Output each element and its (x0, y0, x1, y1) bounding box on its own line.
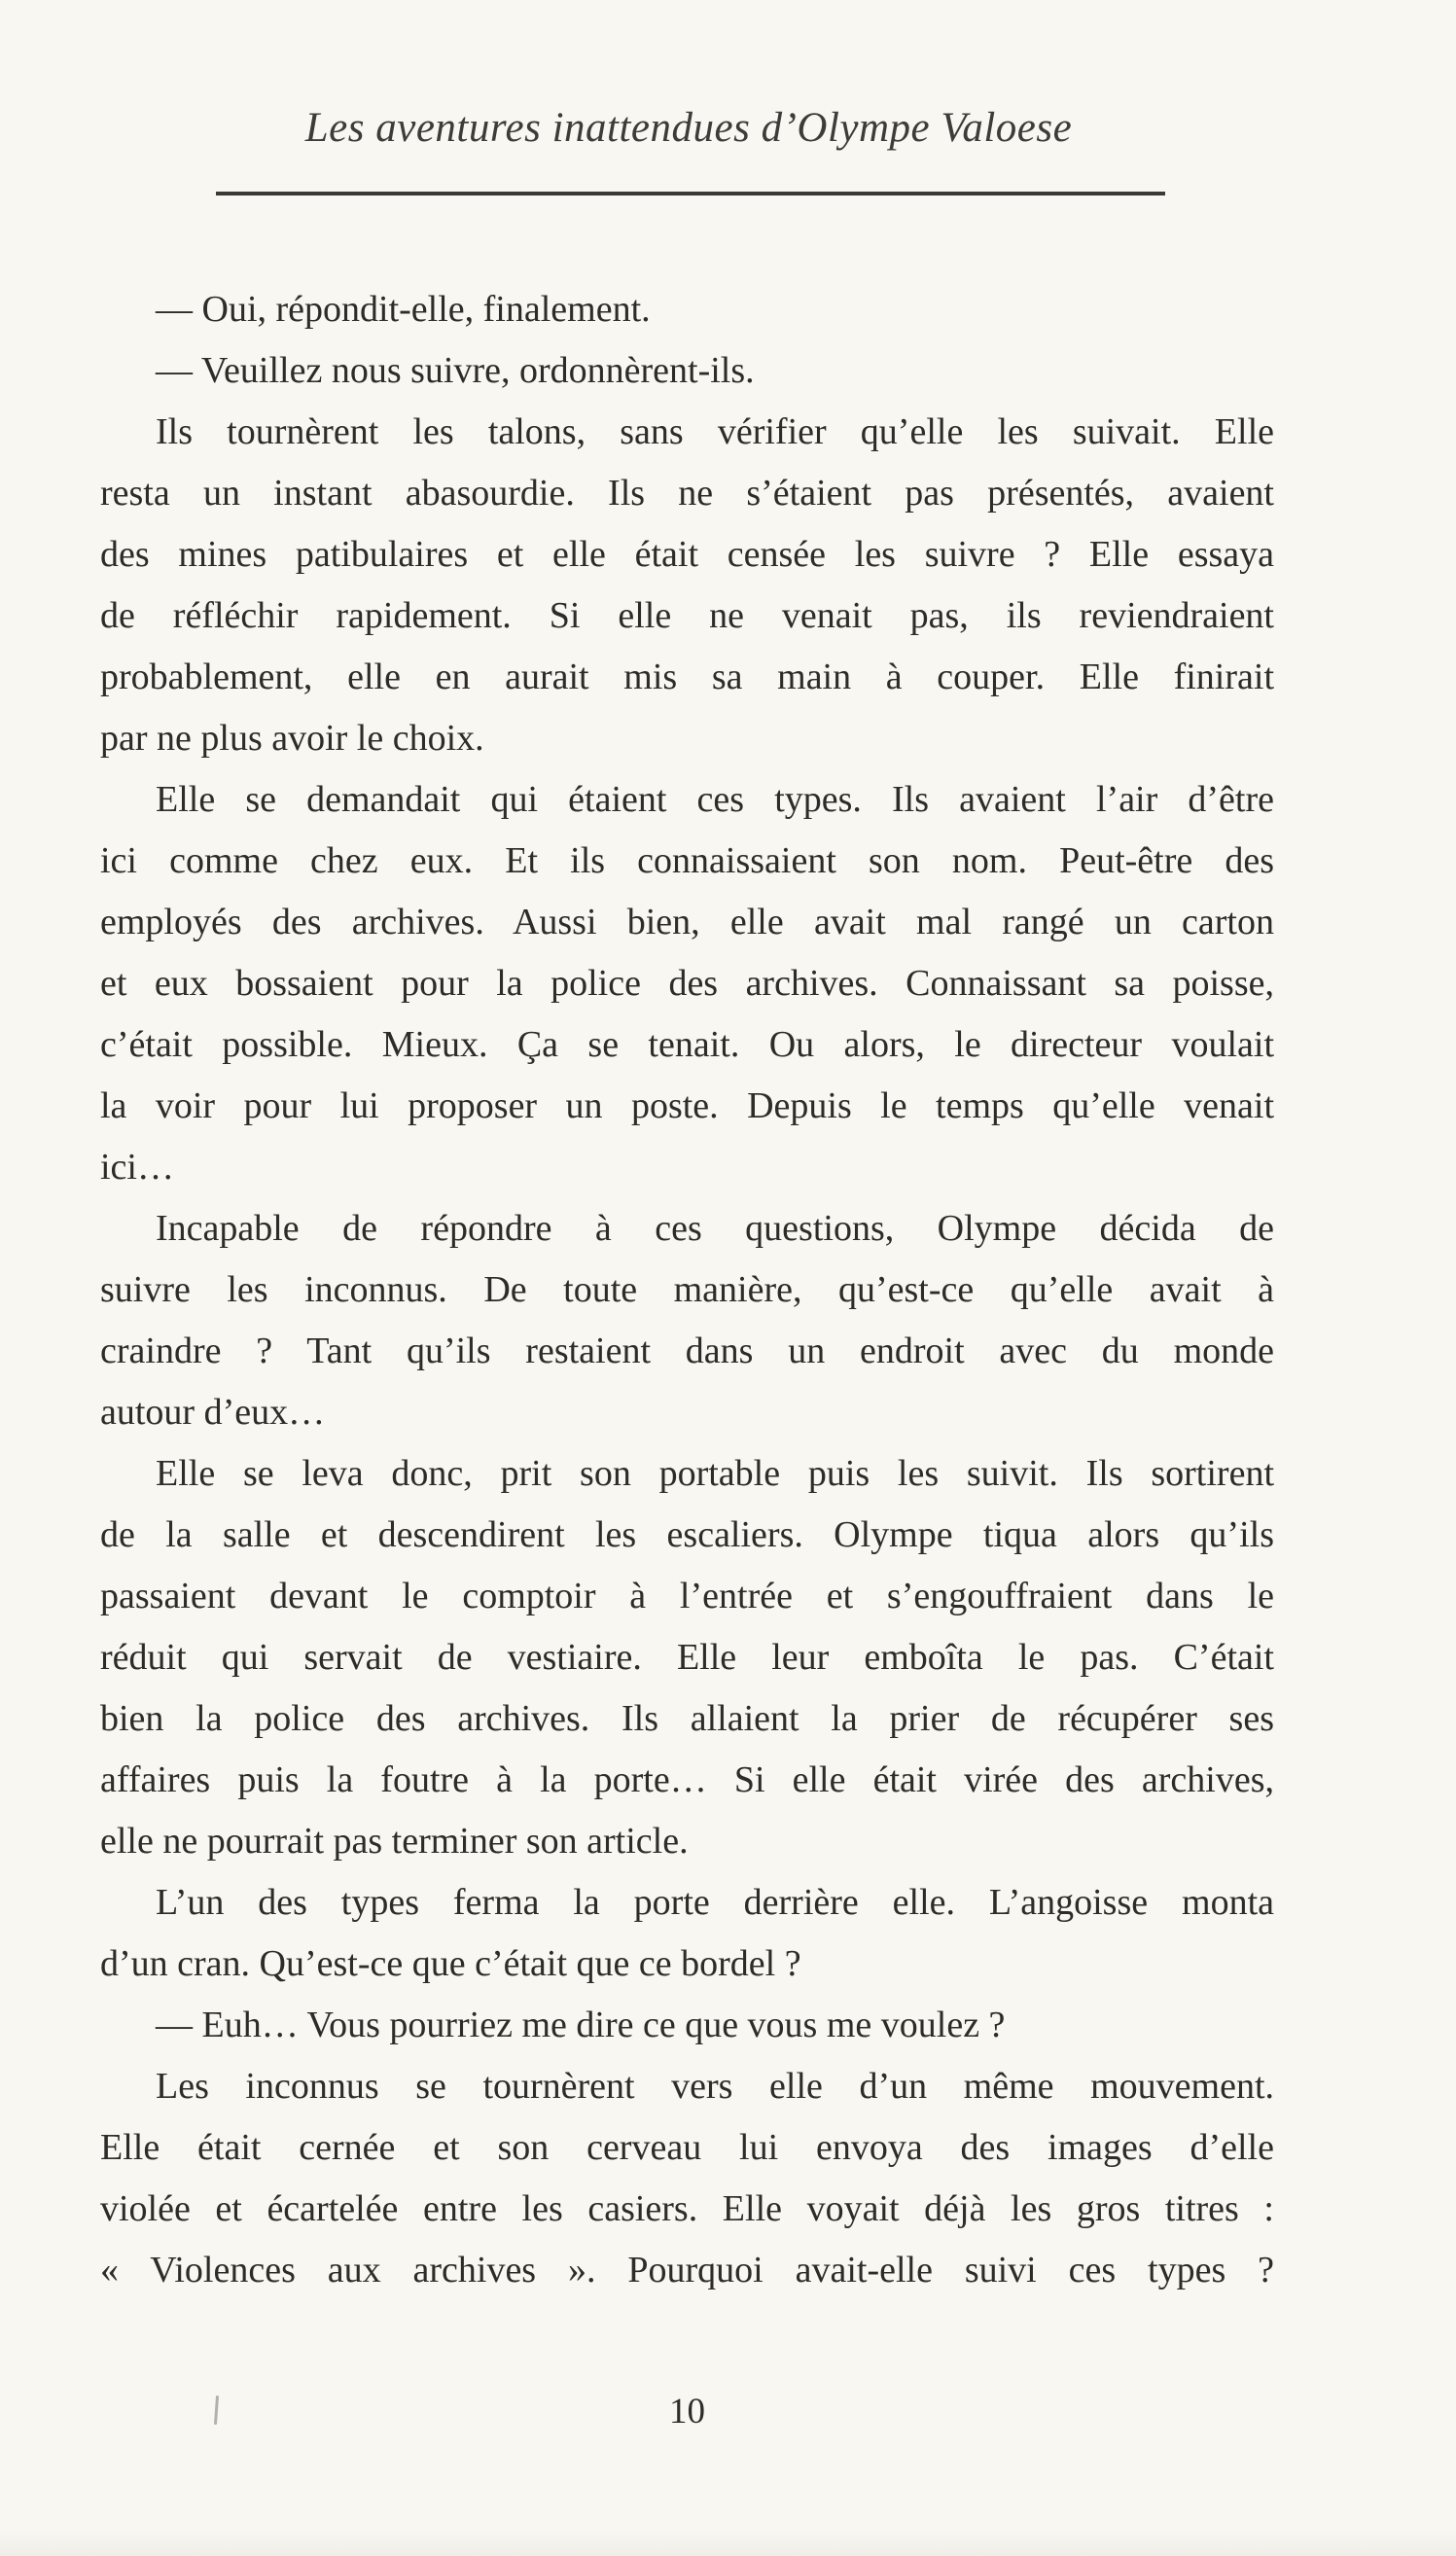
page-number: 10 (669, 2392, 705, 2432)
text-line: suivre les inconnus. De toute manière, qu’est-ce qu’elle avait à (100, 1269, 1274, 1310)
text-line: bien la police des archives. Ils allaient la prier de récupérer ses (100, 1698, 1274, 1739)
page-body-text (100, 279, 1274, 2301)
text-line: « Violences aux archives ». Pourquoi avait-elle suivi ces types ? (100, 2250, 1274, 2290)
text-line: Elle se demandait qui étaient ces types. Ils avaient l’air d’être (156, 779, 1274, 820)
text-line: par ne plus avoir le choix. (100, 718, 484, 759)
text-line: autour d’eux… (100, 1392, 326, 1433)
paragraph (100, 402, 1274, 769)
text-line: Elle était cernée et son cerveau lui envoya des images d’elle (100, 2127, 1274, 2168)
text-line: ici comme chez eux. Et ils connaissaient son nom. Peut-être des (100, 840, 1274, 881)
text-line: employés des archives. Aussi bien, elle avait mal rangé un carton (100, 902, 1274, 942)
text-line: — Euh… Vous pourriez me dire ce que vous me voulez ? (156, 2005, 1006, 2045)
text-line: L’un des types ferma la porte derrière elle. L’angoisse monta (156, 1882, 1274, 1923)
paragraph (100, 769, 1274, 1198)
paragraph (100, 340, 1274, 402)
text-line: de la salle et descendirent les escaliers. Olympe tiqua alors qu’ils (100, 1514, 1274, 1555)
text-line: passaient devant le comptoir à l’entrée et s’engouffraient dans le (100, 1576, 1274, 1616)
text-line: violée et écartelée entre les casiers. Elle voyait déjà les gros titres : (100, 2188, 1274, 2229)
text-line: affaires puis la foutre à la porte… Si elle était virée des archives, (100, 1759, 1274, 1800)
text-line: réduit qui servait de vestiaire. Elle leur emboîta le pas. C’était (100, 1637, 1274, 1678)
text-line: Elle se leva donc, prit son portable puis les suivit. Ils sortirent (156, 1453, 1274, 1494)
text-line: Les inconnus se tournèrent vers elle d’un même mouvement. (156, 2066, 1274, 2107)
text-line: des mines patibulaires et elle était censée les suivre ? Elle essaya (100, 534, 1274, 575)
text-line: Ils tournèrent les talons, sans vérifier qu’elle les suivait. Elle (156, 411, 1274, 452)
text-line: elle ne pourrait pas terminer son article. (100, 1821, 689, 1862)
paragraph (100, 1995, 1274, 2056)
text-line: craindre ? Tant qu’ils restaient dans un endroit avec du monde (100, 1331, 1274, 1371)
paragraph (100, 1872, 1274, 1995)
text-line: et eux bossaient pour la police des archives. Connaissant sa poisse, (100, 963, 1274, 1004)
header-rule (216, 192, 1165, 195)
text-line: — Oui, répondit-elle, finalement. (156, 289, 651, 330)
text-line: probablement, elle en aurait mis sa main à couper. Elle finirait (100, 657, 1274, 697)
text-line: — Veuillez nous suivre, ordonnèrent-ils. (156, 350, 755, 391)
running-header-title: Les aventures inattendues d’Olympe Valoese (304, 105, 1073, 151)
text-line: Incapable de répondre à ces questions, Olympe décida de (156, 1208, 1274, 1249)
text-line: ici… (100, 1147, 174, 1188)
text-line: la voir pour lui proposer un poste. Depuis le temps qu’elle venait (100, 1085, 1274, 1126)
scan-edge-shadow (0, 2531, 1456, 2556)
paragraph (100, 1198, 1274, 1443)
text-line: de réfléchir rapidement. Si elle ne venait pas, ils reviendraient (100, 595, 1274, 636)
text-line: resta un instant abasourdie. Ils ne s’étaient pas présentés, avaient (100, 473, 1274, 514)
paragraph (100, 279, 1274, 340)
paragraph (100, 2056, 1274, 2301)
text-line: c’était possible. Mieux. Ça se tenait. Ou alors, le directeur voulait (100, 1024, 1274, 1065)
text-line: d’un cran. Qu’est-ce que c’était que ce bordel ? (100, 1943, 801, 1984)
paragraph (100, 1443, 1274, 1872)
